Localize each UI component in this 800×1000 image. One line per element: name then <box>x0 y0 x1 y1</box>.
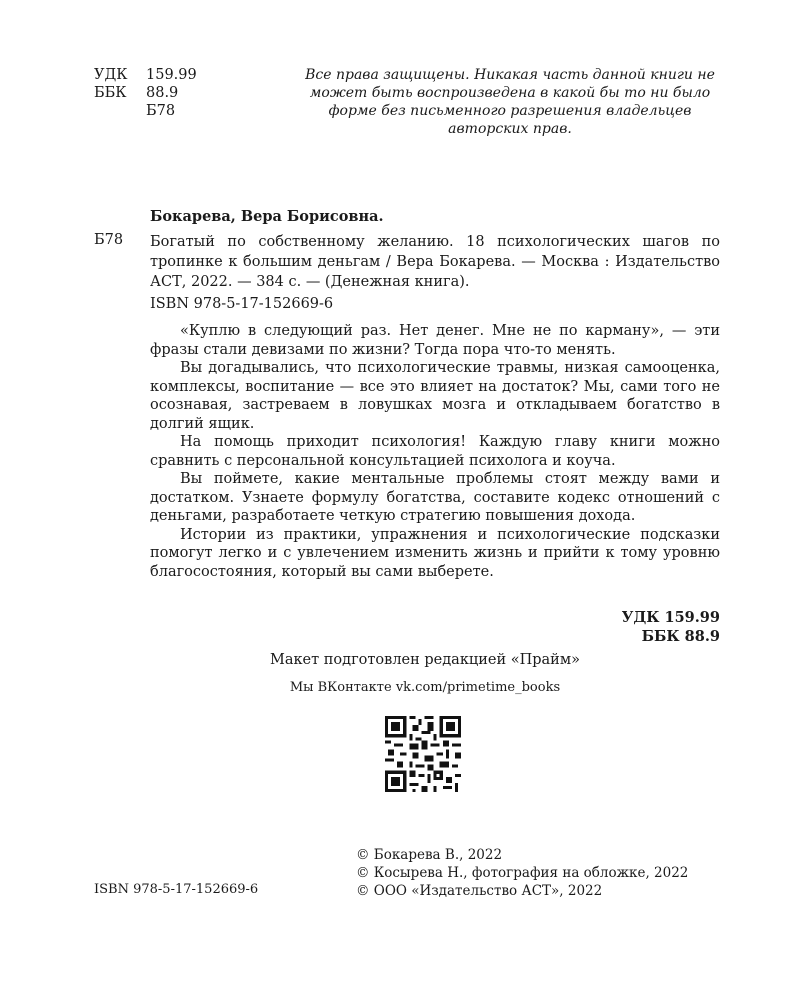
copyright-line: © Косырева Н., фотография на обложке, 2022 <box>356 865 689 881</box>
qr-code-icon <box>385 716 461 792</box>
annotation-paragraph: Вы поймете, какие ментальные проблемы стоят между вами и достатком. Узнаете формулу богатства, составите кодекс отношений с деньгами, разработаете четкую стратегию повышения дохода. <box>150 471 720 524</box>
bbk-row <box>94 84 197 102</box>
bbk-bottom: ББК 88.9 <box>641 628 720 645</box>
bbk-label: ББК <box>94 85 127 101</box>
bbk-value: 88.9 <box>146 85 179 101</box>
rights-notice: Все права защищены. Никакая часть данной книги не может быть воспроизведена в какой бы то ни было форме без письменного разрешения владельцев авторских прав. <box>305 67 715 137</box>
annotation-paragraph: На помощь приходит психология! Каждую главу книги можно сравнить с персональной консультацией психолога и коуча. <box>150 434 720 469</box>
annotation <box>150 322 720 581</box>
udk-row <box>94 66 197 84</box>
copyright-line: © Бокарева В., 2022 <box>356 847 503 863</box>
author-mark-value: Б78 <box>146 103 176 119</box>
author-mark-label <box>94 102 146 120</box>
classification-bottom <box>622 608 720 646</box>
copyright-line: © ООО «Издательство АСТ», 2022 <box>356 883 603 899</box>
author-mark: Б78 <box>94 232 124 248</box>
bibliographic-record: Богатый по собственному желанию. 18 психологических шагов по тропинке к большим деньгам / Вера Бокарева. — Москва : Издательство АСТ, 2022. — 384 с. — (Денежная книга). <box>150 234 720 290</box>
isbn-top: ISBN 978-5-17-152669-6 <box>150 296 334 312</box>
isbn-bottom: ISBN 978-5-17-152669-6 <box>94 882 259 897</box>
author-heading: Бокарева, Вера Борисовна. <box>150 208 384 225</box>
udk-label: УДК <box>94 67 128 83</box>
copyright-block <box>356 846 688 900</box>
author-mark-row <box>94 102 197 120</box>
annotation-paragraph: Вы догадывались, что психологические травмы, низкая самооценка, комплексы, воспитание — все это влияет на достаток? Мы, сами того не осознавая, застреваем в ловушках мозга и откладываем богатство в долгий ящик. <box>150 360 720 432</box>
udk-bottom: УДК 159.99 <box>621 609 720 626</box>
annotation-paragraph: «Куплю в следующий раз. Нет денег. Мне не по карману», — эти фразы стали девизами по жизни? Тогда пора что-то менять. <box>150 323 720 358</box>
annotation-paragraph: Истории из практики, упражнения и психологические подсказки помогут легко и с увлечением изменить жизнь и прийти к тому уровню благосостояния, который вы сами выберете. <box>150 526 720 580</box>
maket-line: Макет подготовлен редакцией «Прайм» <box>270 652 580 668</box>
classification-codes <box>94 66 197 120</box>
vk-link[interactable]: Мы ВКонтакте vk.com/primetime_books <box>289 680 561 695</box>
udk-value: 159.99 <box>146 67 197 83</box>
